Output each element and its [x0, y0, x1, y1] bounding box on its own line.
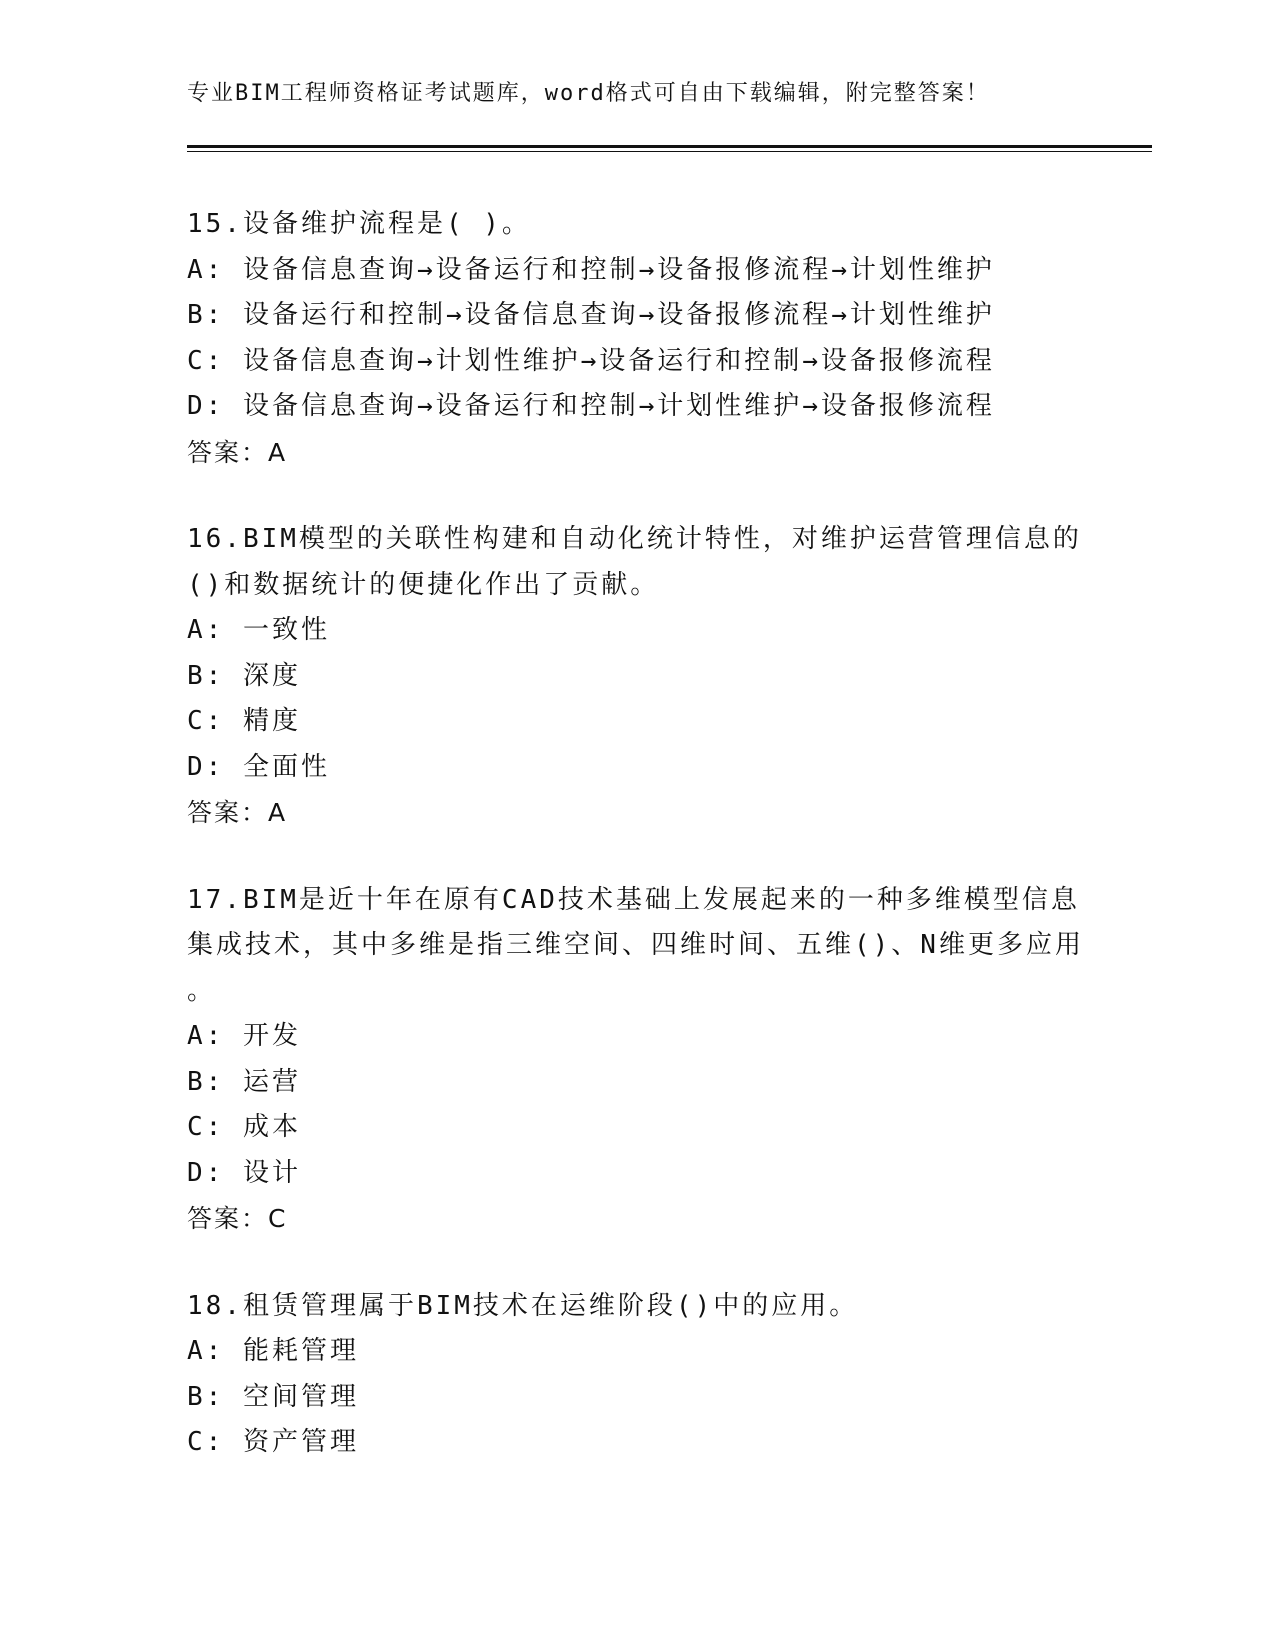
- option-a: A: 设备信息查询→设备运行和控制→设备报修流程→计划性维护: [187, 254, 995, 285]
- option-c: C: 精度: [187, 706, 301, 736]
- question-stem: 16.BIM模型的关联性构建和自动化统计特性，对维护运营管理信息的: [187, 524, 1082, 554]
- question-16: [187, 517, 1087, 836]
- option-a: A: 一致性: [187, 615, 330, 645]
- option-b: B: 深度: [187, 660, 301, 691]
- question-15: [187, 202, 1087, 475]
- header-divider-thin: [187, 151, 1152, 152]
- option-d: D: 全面性: [187, 751, 330, 782]
- option-b: B: 设备运行和控制→设备信息查询→设备报修流程→计划性维护: [187, 300, 995, 330]
- answer-line: 答案：C: [187, 1204, 288, 1233]
- option-d: D: 设计: [187, 1157, 301, 1188]
- answer-line: 答案：A: [187, 437, 288, 467]
- question-stem: 15.设备维护流程是( )。: [187, 209, 531, 239]
- question-18: [187, 1284, 1087, 1466]
- question-stem-continued: 。: [187, 975, 217, 1006]
- option-c: C: 设备信息查询→计划性维护→设备运行和控制→设备报修流程: [187, 345, 995, 376]
- question-stem: 18.租赁管理属于BIM技术在运维阶段()中的应用。: [187, 1290, 859, 1321]
- option-c: C: 资产管理: [187, 1427, 359, 1457]
- option-c: C: 成本: [187, 1112, 301, 1142]
- question-17: [187, 878, 1087, 1242]
- question-stem-continued: ()和数据统计的便捷化作出了贡献。: [187, 569, 660, 600]
- answer-line: 答案：A: [187, 798, 288, 827]
- document-header: 专业BIM工程师资格证考试题库，word格式可自由下载编辑，附完整答案！: [187, 81, 990, 106]
- question-stem: 17.BIM是近十年在原有CAD技术基础上发展起来的一种多维模型信息: [187, 884, 1080, 915]
- option-b: B: 空间管理: [187, 1381, 359, 1412]
- header-divider-thick: [187, 145, 1152, 148]
- option-d: D: 设备信息查询→设备运行和控制→计划性维护→设备报修流程: [187, 391, 995, 421]
- question-list: [187, 202, 1087, 1508]
- question-stem-continued: 集成技术，其中多维是指三维空间、四维时间、五维()、N维更多应用: [187, 930, 1084, 960]
- option-b: B: 运营: [187, 1066, 301, 1097]
- option-a: A: 开发: [187, 1021, 301, 1051]
- option-a: A: 能耗管理: [187, 1336, 359, 1366]
